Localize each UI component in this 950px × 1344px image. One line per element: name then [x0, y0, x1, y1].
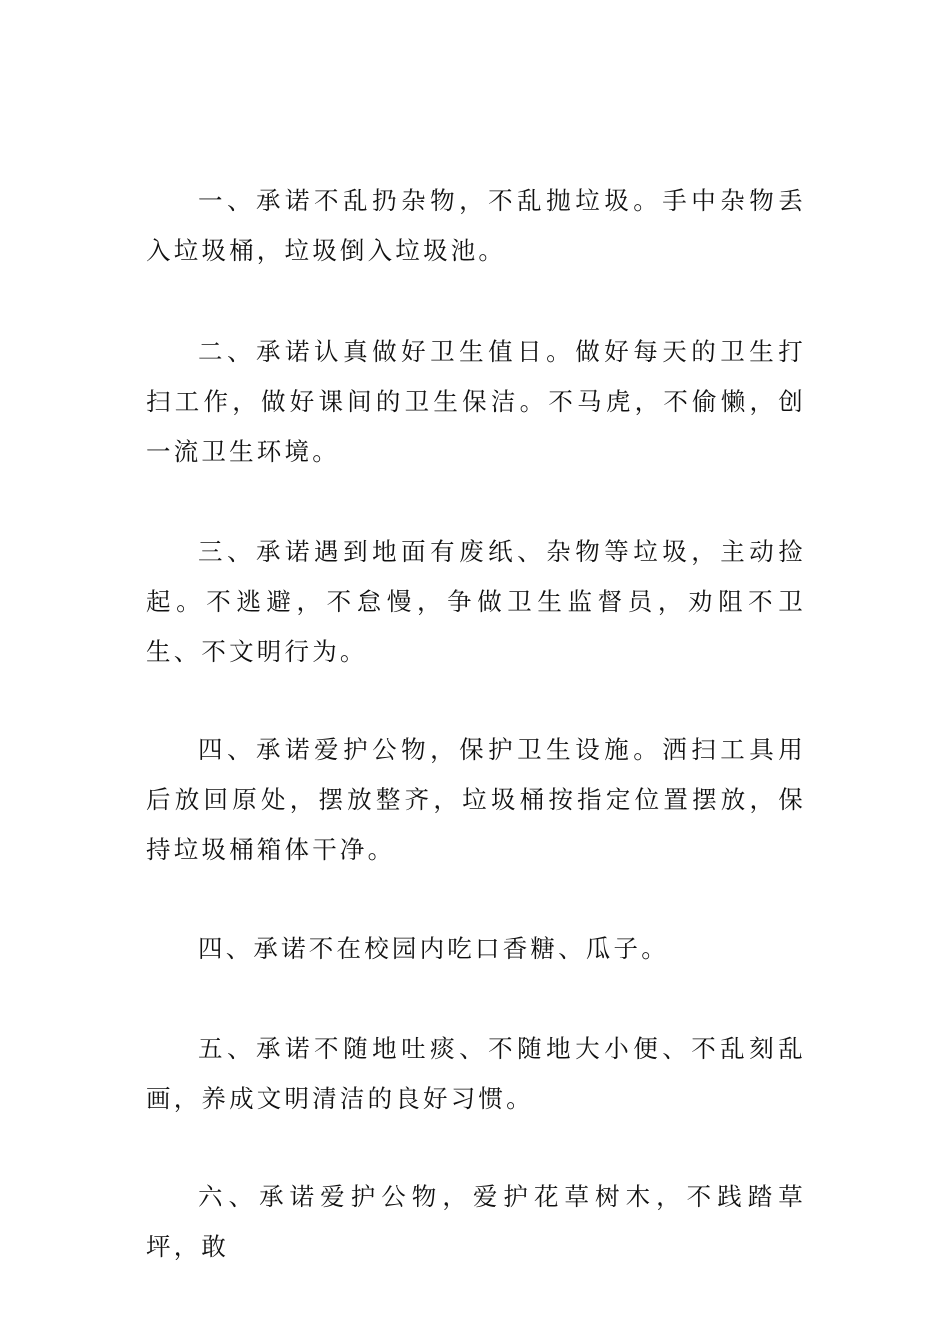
paragraph-3: 三、承诺遇到地面有废纸、杂物等垃圾，主动捡起。不逃避，不怠慢，争做卫生监督员，劝阻不卫生、不文明行为。 [146, 537, 806, 666]
paragraph-2: 二、承诺认真做好卫生值日。做好每天的卫生打扫工作，做好课间的卫生保洁。不马虎，不偷懒，创一流卫生环境。 [146, 337, 806, 466]
paragraph-1: 一、承诺不乱扔杂物，不乱抛垃圾。手中杂物丢入垃圾桶，垃圾倒入垃圾池。 [146, 186, 806, 265]
paragraph-5: 四、承诺不在校园内吃口香糖、瓜子。 [198, 934, 669, 963]
paragraph-6: 五、承诺不随地吐痰、不随地大小便、不乱刻乱画，养成文明清洁的良好习惯。 [146, 1034, 806, 1113]
paragraph-7: 六、承诺爱护公物，爱护花草树木，不践踏草坪，敢 [146, 1182, 806, 1261]
paragraph-4: 四、承诺爱护公物，保护卫生设施。洒扫工具用后放回原处，摆放整齐，垃圾桶按指定位置摆放，保持垃圾桶箱体干净。 [146, 735, 806, 864]
